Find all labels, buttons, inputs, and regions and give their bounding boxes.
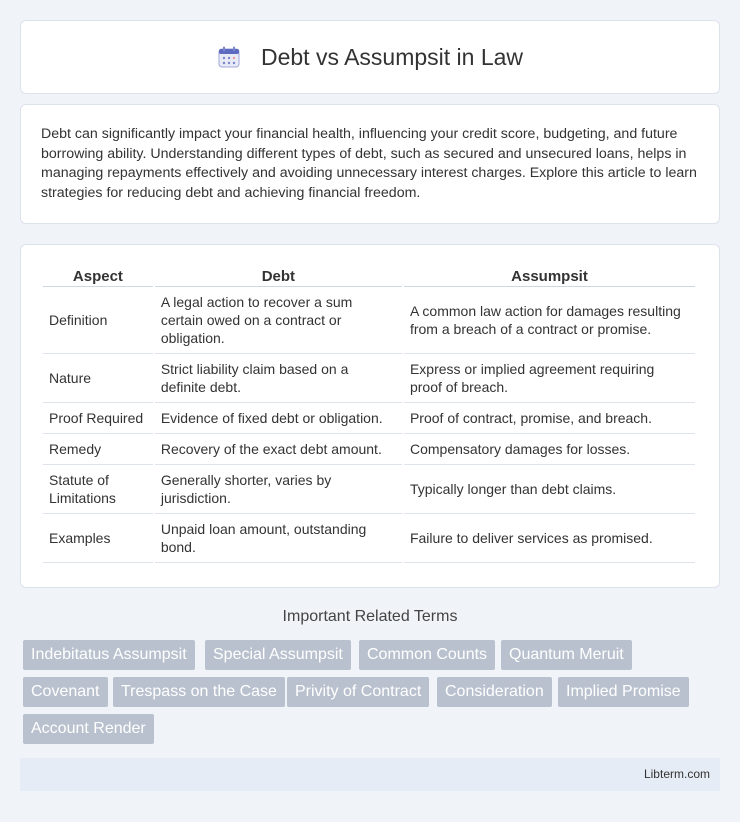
intro-card	[20, 104, 720, 224]
table-row	[43, 403, 695, 434]
comparison-table	[41, 265, 697, 563]
table-cell: A common law action for damages resulting from a breach of a contract or promise.	[404, 287, 695, 354]
comparison-card	[20, 244, 720, 588]
table-cell: Generally shorter, varies by jurisdiction.	[155, 465, 402, 514]
column-header-assumpsit: Assumpsit	[404, 265, 695, 287]
table-cell: Remedy	[43, 434, 153, 465]
column-header-debt: Debt	[155, 265, 402, 287]
table-header-row	[43, 265, 695, 287]
table-cell: Nature	[43, 354, 153, 403]
related-term-tag[interactable]: Trespass on the Case	[113, 677, 285, 707]
related-term-tag[interactable]: Special Assumpsit	[205, 640, 351, 670]
table-cell: Compensatory damages for losses.	[404, 434, 695, 465]
table-cell: Definition	[43, 287, 153, 354]
table-cell: Express or implied agreement requiring proof of breach.	[404, 354, 695, 403]
table-row	[43, 465, 695, 514]
related-term-tag[interactable]: Implied Promise	[558, 677, 689, 707]
related-terms-title: Important Related Terms	[282, 608, 458, 625]
table-cell: Statute of Limitations	[43, 465, 153, 514]
table-row	[43, 287, 695, 354]
table-row	[43, 354, 695, 403]
table-cell: A legal action to recover a sum certain owed on a contract or obligation.	[155, 287, 402, 354]
table-cell: Proof of contract, promise, and breach.	[404, 403, 695, 434]
table-cell: Typically longer than debt claims.	[404, 465, 695, 514]
table-cell: Strict liability claim based on a definite debt.	[155, 354, 402, 403]
table-cell: Evidence of fixed debt or obligation.	[155, 403, 402, 434]
table-cell: Unpaid loan amount, outstanding bond.	[155, 514, 402, 563]
table-row	[43, 514, 695, 563]
column-header-aspect: Aspect	[43, 265, 153, 287]
related-term-tag[interactable]: Covenant	[23, 677, 108, 707]
related-term-tag[interactable]: Consideration	[437, 677, 552, 707]
related-term-tag[interactable]: Indebitatus Assumpsit	[23, 640, 195, 670]
related-term-tag[interactable]: Quantum Meruit	[501, 640, 632, 670]
table-cell: Failure to deliver services as promised.	[404, 514, 695, 563]
footer-site-link[interactable]: Libterm.com	[643, 767, 710, 781]
table-cell: Recovery of the exact debt amount.	[155, 434, 402, 465]
intro-text: Debt can significantly impact your financial health, influencing your credit score, budgeting, and future borrowing ability. Understanding different types of debt, such as secured and unsecured loans, helps in managing repayments effectively and avoiding unnecessary interest charges. Explore this article to learn strategies for reducing debt and achieving financial freedom.	[41, 126, 697, 201]
related-term-tag[interactable]: Common Counts	[359, 640, 495, 670]
related-term-tag[interactable]: Privity of Contract	[287, 677, 429, 707]
page-title: Debt vs Assumpsit in Law	[260, 43, 524, 70]
table-row	[43, 434, 695, 465]
related-term-tag[interactable]: Account Render	[23, 714, 154, 744]
header-card	[20, 20, 720, 94]
footer	[20, 758, 720, 791]
table-cell: Examples	[43, 514, 153, 563]
calendar-icon	[217, 45, 241, 69]
table-cell: Proof Required	[43, 403, 153, 434]
